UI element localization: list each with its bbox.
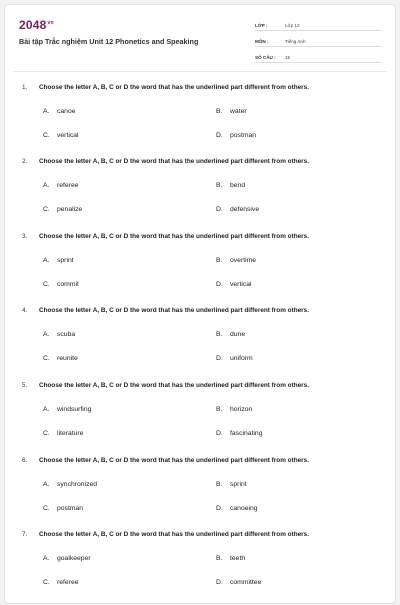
- option-word: canoe: [57, 108, 76, 115]
- option-word: sprint: [57, 257, 74, 264]
- option-letter: C.: [43, 206, 50, 213]
- question-text: Choose the letter A, B, C or D the word that has the underlined part different from others.: [39, 158, 309, 165]
- option-letter: B.: [216, 331, 223, 338]
- question-item: [5, 233, 395, 307]
- answer-option-d[interactable]: [216, 579, 261, 586]
- answer-option-b[interactable]: [216, 406, 252, 413]
- option-word: postman: [57, 505, 84, 512]
- option-letter: D.: [216, 206, 223, 213]
- option-letter: D.: [216, 430, 223, 437]
- answer-option-d[interactable]: [216, 430, 263, 437]
- option-letter: C.: [43, 505, 50, 512]
- meta-row-count: [255, 49, 381, 63]
- worksheet-meta: [255, 17, 381, 65]
- question-item: [5, 382, 395, 456]
- question-item: [5, 531, 395, 605]
- answer-option-d[interactable]: [216, 206, 259, 213]
- answer-option-a[interactable]: [43, 257, 74, 264]
- option-word: synchronized: [57, 481, 98, 488]
- question-number: 3.: [22, 233, 28, 240]
- meta-label: MÔN :: [255, 39, 269, 44]
- answer-option-b[interactable]: [216, 555, 245, 562]
- site-logo[interactable]: [19, 18, 54, 32]
- question-text: Choose the letter A, B, C or D the word that has the underlined part different from others.: [39, 531, 309, 538]
- answer-option-b[interactable]: [216, 108, 247, 115]
- answer-option-b[interactable]: [216, 481, 247, 488]
- meta-row-class: [255, 17, 381, 31]
- page-title: Bài tập Trắc nghiệm Unit 12 Phonetics and Speaking: [19, 37, 199, 46]
- option-word: vertical: [57, 132, 79, 139]
- option-letter: B.: [216, 182, 223, 189]
- option-word: committee: [230, 579, 262, 586]
- option-word: bend: [230, 182, 246, 189]
- option-word: overtime: [230, 257, 257, 264]
- option-word: fascinating: [230, 430, 263, 437]
- answer-option-c[interactable]: [43, 132, 79, 139]
- option-word: canoeing: [230, 505, 258, 512]
- option-word: goalkeeper: [57, 555, 91, 562]
- meta-label: SỐ CÂU :: [255, 55, 276, 60]
- option-letter: C.: [43, 281, 50, 288]
- answer-option-c[interactable]: [43, 505, 83, 512]
- option-letter: D.: [216, 132, 223, 139]
- option-letter: C.: [43, 132, 50, 139]
- option-letter: D.: [216, 355, 223, 362]
- question-number: 7.: [22, 531, 28, 538]
- answer-option-a[interactable]: [43, 182, 79, 189]
- logo-text: 2048: [19, 18, 47, 32]
- answer-option-a[interactable]: [43, 555, 91, 562]
- option-word: horizon: [230, 406, 253, 413]
- worksheet-header: [5, 5, 395, 71]
- meta-value: 15: [285, 55, 291, 60]
- question-text: Choose the letter A, B, C or D the word that has the underlined part different from others.: [39, 457, 309, 464]
- question-number: 2.: [22, 158, 28, 165]
- option-letter: A.: [43, 555, 50, 562]
- option-letter: B.: [216, 108, 223, 115]
- option-word: dune: [230, 331, 246, 338]
- question-number: 1.: [22, 84, 28, 91]
- option-word: sprint: [230, 481, 247, 488]
- answer-option-a[interactable]: [43, 108, 76, 115]
- option-letter: A.: [43, 406, 50, 413]
- question-number: 5.: [22, 382, 28, 389]
- option-letter: C.: [43, 430, 50, 437]
- question-text: Choose the letter A, B, C or D the word that has the underlined part different from others.: [39, 84, 309, 91]
- option-word: penalize: [57, 206, 83, 213]
- option-letter: A.: [43, 108, 50, 115]
- option-letter: C.: [43, 579, 50, 586]
- question-item: [5, 307, 395, 381]
- option-word: referee: [57, 579, 79, 586]
- answer-option-d[interactable]: [216, 355, 253, 362]
- meta-label: LỚP :: [255, 23, 268, 28]
- answer-option-b[interactable]: [216, 331, 245, 338]
- logo-suffix: vn: [47, 20, 54, 26]
- option-word: vertical: [230, 281, 252, 288]
- option-letter: A.: [43, 481, 50, 488]
- option-letter: D.: [216, 505, 223, 512]
- option-letter: A.: [43, 182, 50, 189]
- worksheet-page: [4, 4, 396, 604]
- option-letter: D.: [216, 579, 223, 586]
- header-divider: [13, 71, 387, 72]
- question-text: Choose the letter A, B, C or D the word that has the underlined part different from others.: [39, 307, 309, 314]
- option-letter: A.: [43, 331, 50, 338]
- answer-option-b[interactable]: [216, 257, 256, 264]
- question-item: [5, 158, 395, 232]
- answer-option-b[interactable]: [216, 182, 245, 189]
- option-word: water: [230, 108, 247, 115]
- answer-option-c[interactable]: [43, 430, 83, 437]
- option-word: windsurfing: [57, 406, 92, 413]
- answer-option-d[interactable]: [216, 505, 258, 512]
- answer-option-c[interactable]: [43, 206, 82, 213]
- question-item: [5, 457, 395, 531]
- answer-option-c[interactable]: [43, 579, 79, 586]
- answer-option-a[interactable]: [43, 331, 75, 338]
- answer-option-a[interactable]: [43, 406, 91, 413]
- meta-value: Tiếng Anh: [285, 39, 306, 44]
- option-word: referee: [57, 182, 79, 189]
- question-text: Choose the letter A, B, C or D the word that has the underlined part different from others.: [39, 382, 309, 389]
- answer-option-d[interactable]: [216, 132, 256, 139]
- option-letter: B.: [216, 555, 223, 562]
- question-item: [5, 84, 395, 158]
- option-word: postman: [230, 132, 257, 139]
- option-letter: B.: [216, 257, 223, 264]
- option-word: commit: [57, 281, 79, 288]
- answer-option-a[interactable]: [43, 481, 97, 488]
- option-letter: B.: [216, 406, 223, 413]
- question-number: 4.: [22, 307, 28, 314]
- option-word: literature: [57, 430, 84, 437]
- option-letter: B.: [216, 481, 223, 488]
- meta-value: Lớp 12: [285, 23, 300, 28]
- answer-option-c[interactable]: [43, 281, 79, 288]
- option-word: teeth: [230, 555, 246, 562]
- meta-row-subject: [255, 33, 381, 47]
- option-word: uniform: [230, 355, 253, 362]
- option-word: scuba: [57, 331, 76, 338]
- option-word: defensive: [230, 206, 260, 213]
- answer-option-d[interactable]: [216, 281, 252, 288]
- question-text: Choose the letter A, B, C or D the word that has the underlined part different from others.: [39, 233, 309, 240]
- option-word: reunite: [57, 355, 78, 362]
- option-letter: A.: [43, 257, 50, 264]
- option-letter: C.: [43, 355, 50, 362]
- question-number: 6.: [22, 457, 28, 464]
- answer-option-c[interactable]: [43, 355, 78, 362]
- option-letter: D.: [216, 281, 223, 288]
